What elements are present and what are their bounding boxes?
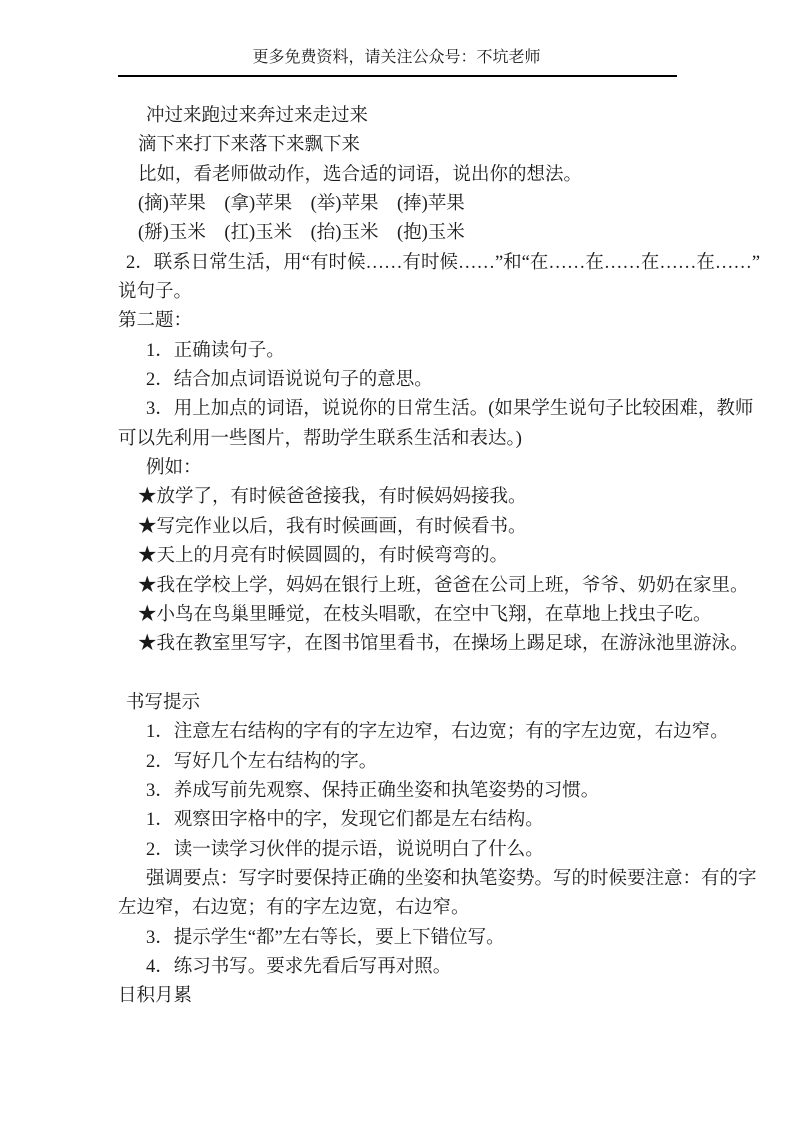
text-line: 3．养成写前先观察、保持正确坐姿和执笔姿势的习惯。 [146, 780, 600, 801]
text-line: ★我在教室里写字，在图书馆里看书，在操场上踢足球，在游泳池里游泳。 [138, 634, 749, 655]
text-line: 例如： [146, 458, 202, 479]
text-line: ★天上的月亮有时候圆圆的，有时候弯弯的。 [138, 546, 509, 567]
header-notice: 更多免费资料，请关注公众号：不坑老师 [252, 49, 541, 66]
text-line: 4．练习书写。要求先看后写再对照。 [146, 956, 452, 977]
text-line: 2．写好几个左右结构的字。 [146, 751, 378, 772]
text-line: 2．结合加点词语说说句子的意思。 [146, 370, 433, 391]
text-line: 第二题： [118, 311, 193, 332]
text-line: 滴下来打下来落下来飘下来 [138, 135, 361, 156]
document-body [118, 102, 778, 1012]
text-line: ★我在学校上学，妈妈在银行上班，爸爸在公司上班，爷爷、奶奶在家里。 [138, 575, 749, 596]
text-line: ★小鸟在鸟巢里睡觉，在枝头唱歌，在空中飞翔，在草地上找虫子吃。 [138, 604, 712, 625]
text-line: 可以先利用一些图片，帮助学生联系生活和表达。) [118, 428, 522, 449]
text-line: 1．注意左右结构的字有的字左边窄，右边宽；有的字左边宽，右边窄。 [146, 722, 729, 743]
text-line: 日积月累 [118, 986, 193, 1007]
header-rule-divider [118, 75, 677, 77]
text-line: ★放学了，有时候爸爸接我，有时候妈妈接我。 [138, 487, 527, 508]
text-line: 1．正确读句子。 [146, 340, 285, 361]
text-line: 2．联系日常生活，用“有时候……有时候……”和“在……在……在……在……” [126, 252, 761, 273]
text-line: 冲过来跑过来奔过来走过来 [146, 106, 369, 126]
text-line: 2．读一读学习伙伴的提示语，说说明白了什么。 [146, 839, 544, 860]
blank-line [118, 660, 778, 689]
text-line: ★写完作业以后，我有时候画画，有时候看书。 [138, 516, 527, 537]
text-line: 左边窄，右边宽；有的字左边宽，右边窄。 [118, 898, 470, 919]
text-line: 3．提示学生“都”左右等长，要上下错位写。 [146, 927, 505, 948]
text-line: 比如，看老师做动作，选合适的词语，说出你的想法。 [138, 164, 583, 185]
text-line: 1．观察田字格中的字，发现它们都是左右结构。 [146, 810, 544, 831]
text-line: 3．用上加点的词语，说说你的日常生活。(如果学生说句子比较困难，教师 [146, 399, 754, 420]
text-line: (摘)苹果 (拿)苹果 (举)苹果 (捧)苹果 [138, 194, 465, 215]
text-line: (掰)玉米 (扛)玉米 (抬)玉米 (抱)玉米 [138, 223, 465, 244]
text-line: 书写提示 [126, 692, 201, 713]
text-line: 说句子。 [118, 282, 193, 303]
text-line: 强调要点：写字时要保持正确的坐姿和执笔姿势。写的时候要注意：有的字 [146, 868, 757, 889]
